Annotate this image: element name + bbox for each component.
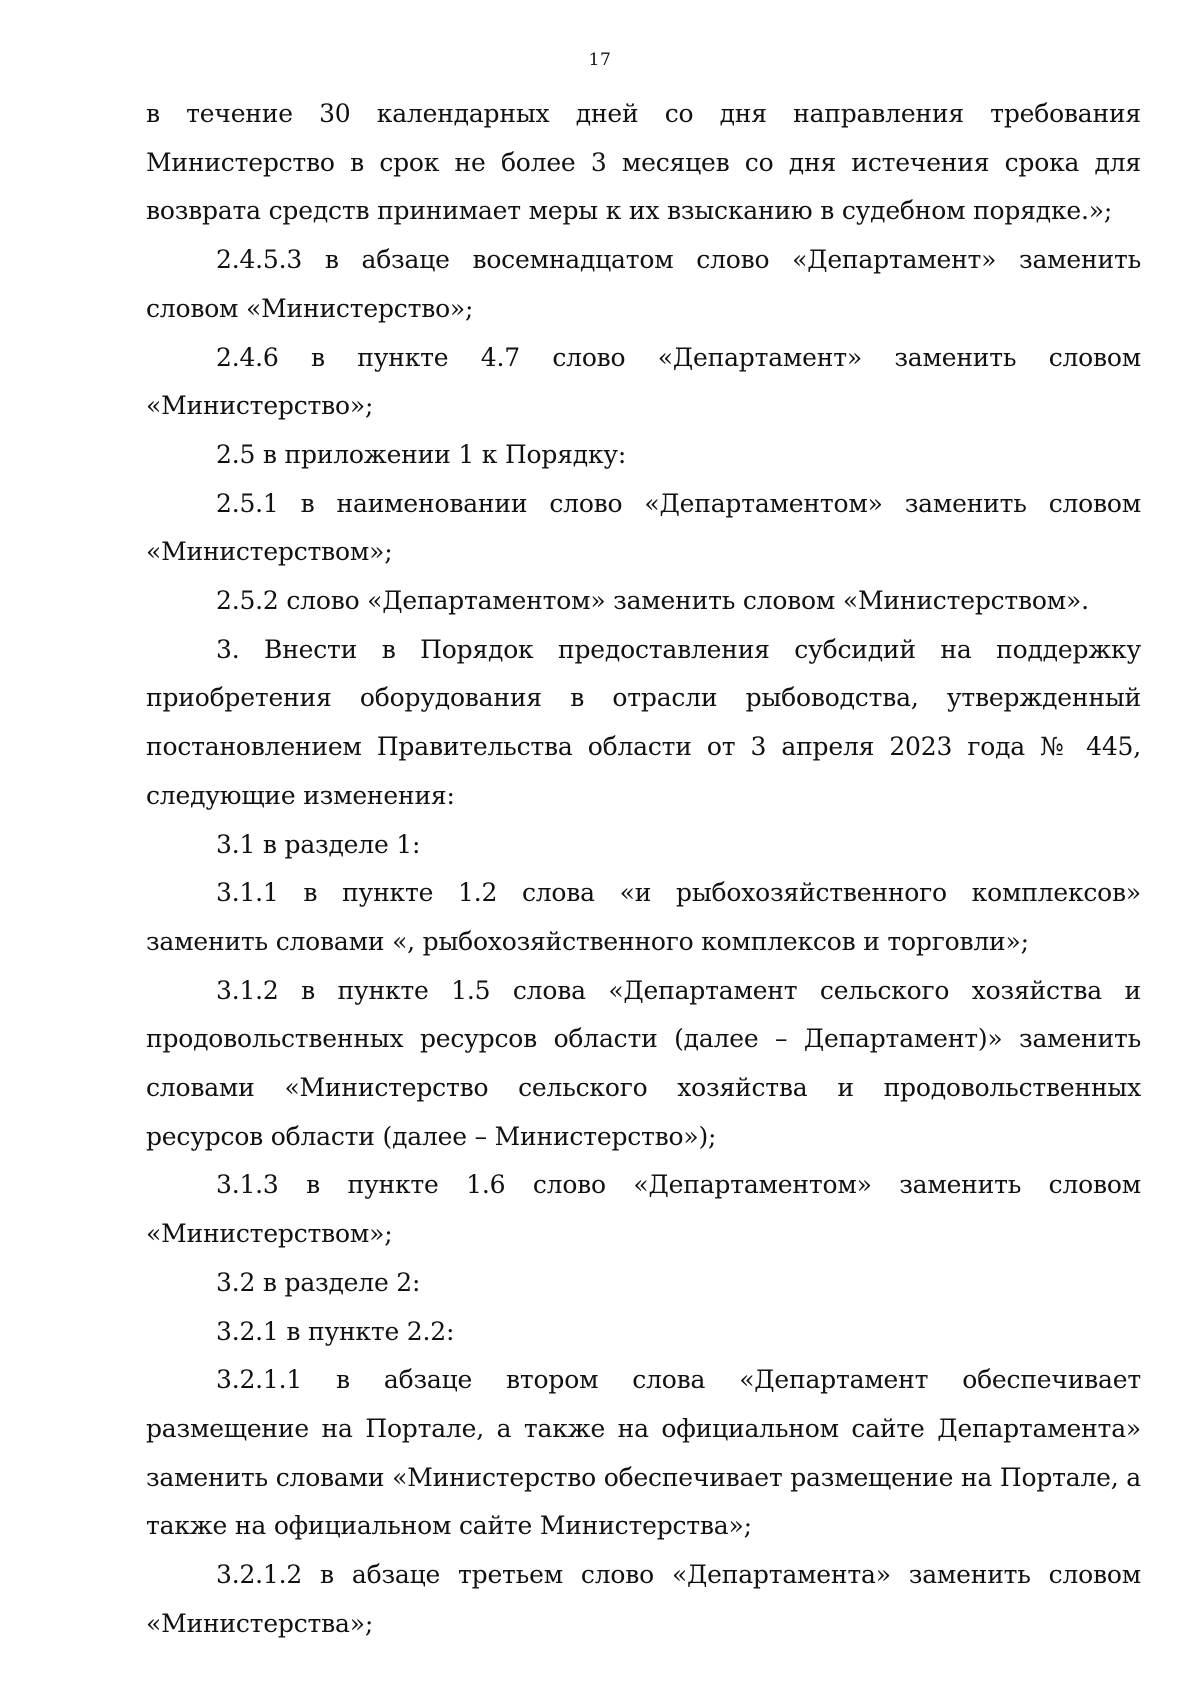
document-body — [146, 90, 1141, 1649]
paragraph-3-2: 3.2 в разделе 2: — [216, 1267, 421, 1297]
paragraph-3-1-3: 3.1.3 в пункте 1.6 слово «Департаментом» заменить словом «Министерством»; — [146, 1170, 1141, 1249]
paragraph-3-1-2: 3.1.2 в пункте 1.5 слова «Департамент сельского хозяйства и продовольственных ресурсов области (далее – Департамент)» заменить словами «Министерство сельского хозяйства и продовольственных ресурсов области (далее – Министерство»); — [146, 975, 1141, 1151]
paragraph-2-5-2: 2.5.2 слово «Департаментом» заменить словом «Министерством». — [216, 586, 1089, 616]
paragraph-continuation: в течение 30 календарных дней со дня направления требования Министерство в срок не более 3 месяцев со дня истечения срока для возврата средств принимает меры к их взысканию в судебном порядке.»; — [146, 99, 1141, 226]
paragraph-3-1: 3.1 в разделе 1: — [216, 829, 421, 859]
paragraph-3-2-1: 3.2.1 в пункте 2.2: — [216, 1316, 455, 1346]
paragraph-3: 3. Внести в Порядок предоставления субсидий на поддержку приобретения оборудования в отрасли рыбоводства, утвержденный постановлением Правительства области от 3 апреля 2023 года № 445, следующие изменения: — [146, 634, 1141, 810]
paragraph-3-2-1-1: 3.2.1.1 в абзаце втором слова «Департамент обеспечивает размещение на Портале, а также на официальном сайте Департамента» заменить словами «Министерство обеспечивает размещение на Портале, а также на официальном сайте Министерства»; — [146, 1365, 1141, 1541]
paragraph-3-2-1-2: 3.2.1.2 в абзаце третьем слово «Департамента» заменить словом «Министерства»; — [146, 1560, 1141, 1638]
paragraph-2-4-6: 2.4.6 в пункте 4.7 слово «Департамент» заменить словом «Министерство»; — [146, 342, 1141, 421]
paragraph-2-4-5-3: 2.4.5.3 в абзаце восемнадцатом слово «Департамент» заменить словом «Министерство»; — [146, 245, 1141, 323]
paragraph-3-1-1: 3.1.1 в пункте 1.2 слова «и рыбохозяйственного комплексов» заменить словами «, рыбохозяйственного комплексов и торговли»; — [146, 878, 1141, 956]
paragraph-2-5: 2.5 в приложении 1 к Порядку: — [216, 439, 627, 469]
page-number: 17 — [588, 50, 612, 70]
paragraph-2-5-1: 2.5.1 в наименовании слово «Департаментом» заменить словом «Министерством»; — [146, 488, 1141, 567]
